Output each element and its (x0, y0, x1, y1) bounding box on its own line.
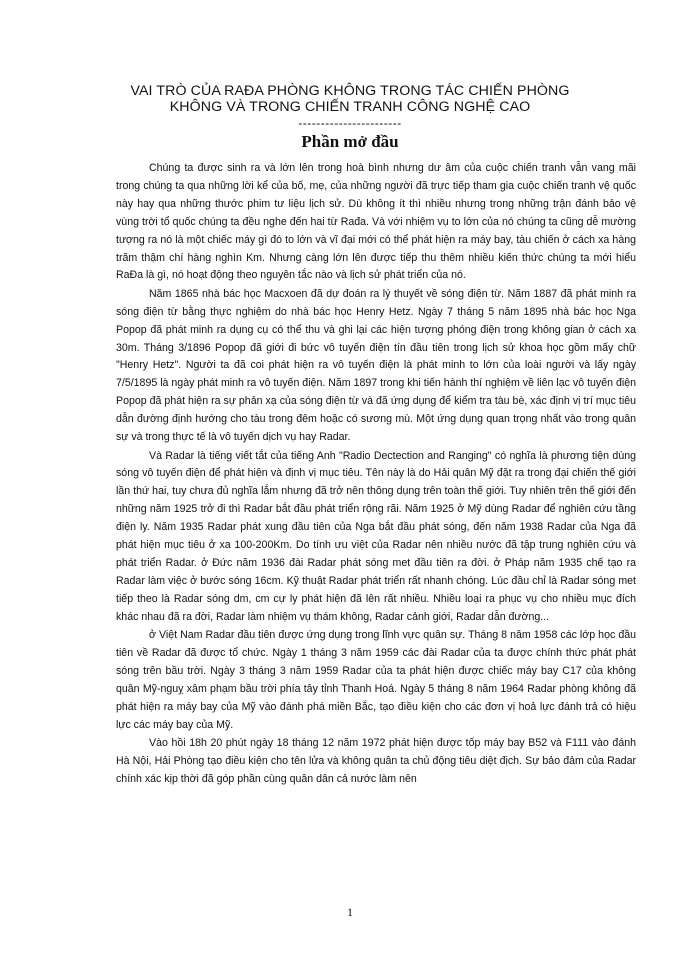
body-paragraph: Và Radar là tiếng viết tắt của tiếng Anh "Radio Dectection and Ranging" có nghĩa là phương tiện dùng sóng vô tuyến điện để phát hiện và định vị mục tiêu. Tên này là do Hải quân Mỹ đặt ra trong đại chiến thế giới lần thứ hai, tuy chưa đủ nghĩa lắm nhưng đã trở nên thông dụng trên toàn thế giới. Tuy nhiên trên thế giới đến những năm 1925 trở đi thì Radar bắt đầu phát triển rộng rãi. Năm 1925 ở Mỹ dùng Radar để nghiên cứu tầng điện ly. Năm 1935 Radar phát xung đầu tiên của Nga bắt đầu phát sóng, đến năm 1938 Radar của Nga đã phát hiện mục tiêu ở xa 100-200Km. Do tính ưu việt của Radar nên nhiều nước đã tập trung nghiên cứu và phát triển Radar. ở Đức năm 1936 đài Radar phát sóng met đầu tiên ra đời. ở Pháp năm 1935 chế tạo ra Radar làm việc ở bước sóng 16cm. Kỹ thuật Radar phát triển rất nhanh chóng. Lúc đầu chỉ là Radar sóng met tiếp theo là Radar sóng dm, cm cự ly phát hiện đã lên rất nhiều. Nhiều loại ra phục vụ cho nhiều mục đích khác nhau đã ra đời, Radar làm nhiệm vụ thám không, Radar cảnh giới, Radar dẫn đường... (116, 449, 636, 623)
title-divider: ----------------------- (298, 116, 402, 130)
body-paragraph: Chúng ta được sinh ra và lớn lên trong hoà bình nhưng dư âm của cuộc chiến tranh vẫn vang mãi trong chúng ta qua những lời kể của bố, mẹ, của những người đã trực tiếp tham gia cuộc chiến tranh vệ quốc này hay qua những thước phim tư liệu lịch sử. Dù không ít thì nhiều nhưng trong những trận đánh bảo vệ vùng trời tổ quốc chúng ta đều nghe đến hai từ Rađa. Và với nhiệm vụ to lớn của nó chúng ta cũng dễ mường tượng ra nó là một chiếc máy gì đó to lớn và vĩ đại mới có thể phát hiện ra máy bay, tàu chiến ở cách xa hàng trăm thậm chí hàng nghìn Km. Nhưng càng lớn lên được tiếp thu thêm nhiều kiến thức chúng ta mới hiểu RaĐa là gì, nó hoạt động theo nguyên tắc nào và lịch sử phát triển của nó. (116, 162, 636, 282)
body-paragraph: Vào hồi 18h 20 phút ngày 18 tháng 12 năm 1972 phát hiện được tốp máy bay B52 và F111 vào đánh Hà Nội, Hải Phòng tạo điều kiện cho tên lửa và không quân ta chủ động tiêu diệt địch. Sự bảo đảm của Radar chính xác kịp thời đã góp phần cùng quân dân cả nước làm nên (116, 737, 636, 785)
section-heading: Phần mở đầu (301, 132, 399, 151)
title-line-1: VAI TRÒ CỦA RAĐA PHÒNG KHÔNG TRONG TÁC CHIẾN PHÒNG (130, 83, 570, 99)
body-paragraph: Năm 1865 nhà bác học Macxoen đã dự đoán ra lý thuyết về sóng điện từ. Năm 1887 đã phát minh ra sóng điện từ bằng thực nghiệm do nhà bác học Henry Hetz. Ngày 7 tháng 5 năm 1895 nhà bác học Nga Popop đã phát minh ra dụng cụ có thể thu và ghi lại các hiện tượng phóng điện trong không gian ở cách xa 30m. Tháng 3/1896 Popop đã giới đi bức vô tuyến điện tín đầu tiên trong lịch sử khoa học gồm mấy chữ "Henry Hetz". Người ta đã coi phát hiện ra vô tuyến điện là phát minh to lớn của loài người và lấy ngày 7/5/1895 là ngày phát minh ra vô tuyến điện. Năm 1897 trong khi tiến hành thí nghiệm về liên lạc vô tuyến điện Popop đã phát hiện ra sự phản xạ của sóng điện từ và đã ứng dụng để kiểm tra tàu bè, xác định vị trí mục tiêu dẫn đường định hướng cho tàu trong đêm hoặc có sương mù. Một ứng dụng quan trọng nhất vào trong quân sự và trong thực tế là vô tuyến dịch vụ hay Radar. (116, 287, 636, 444)
title-line-2: KHÔNG VÀ TRONG CHIẾN TRANH CÔNG NGHỆ CAO (169, 99, 531, 115)
body-paragraph: ở Việt Nam Radar đầu tiên được ứng dụng trong lĩnh vực quân sự. Tháng 8 năm 1958 các lớp học đầu tiên về Radar đã được tổ chức. Ngày 1 tháng 3 năm 1959 các đài Radar của ta được chính thức phát phát sóng trên bầu trời. Ngày 3 tháng 3 năm 1959 Radar của ta phát hiện được chiếc máy bay C17 của không quân Mỹ-nguỵ xâm phạm bầu trời phía tây tỉnh Thanh Hoá. Ngày 5 tháng 8 năm 1964 Radar phòng không đã phát hiện ra máy bay của Mỹ vào đánh phá miền Bắc, tạo điều kiện cho các đơn vị hoả lực đánh trả có hiệu lực các máy bay của Mỹ. (116, 629, 636, 731)
document-body (116, 160, 636, 789)
document-title (120, 83, 580, 115)
page-number: 1 (347, 905, 353, 919)
